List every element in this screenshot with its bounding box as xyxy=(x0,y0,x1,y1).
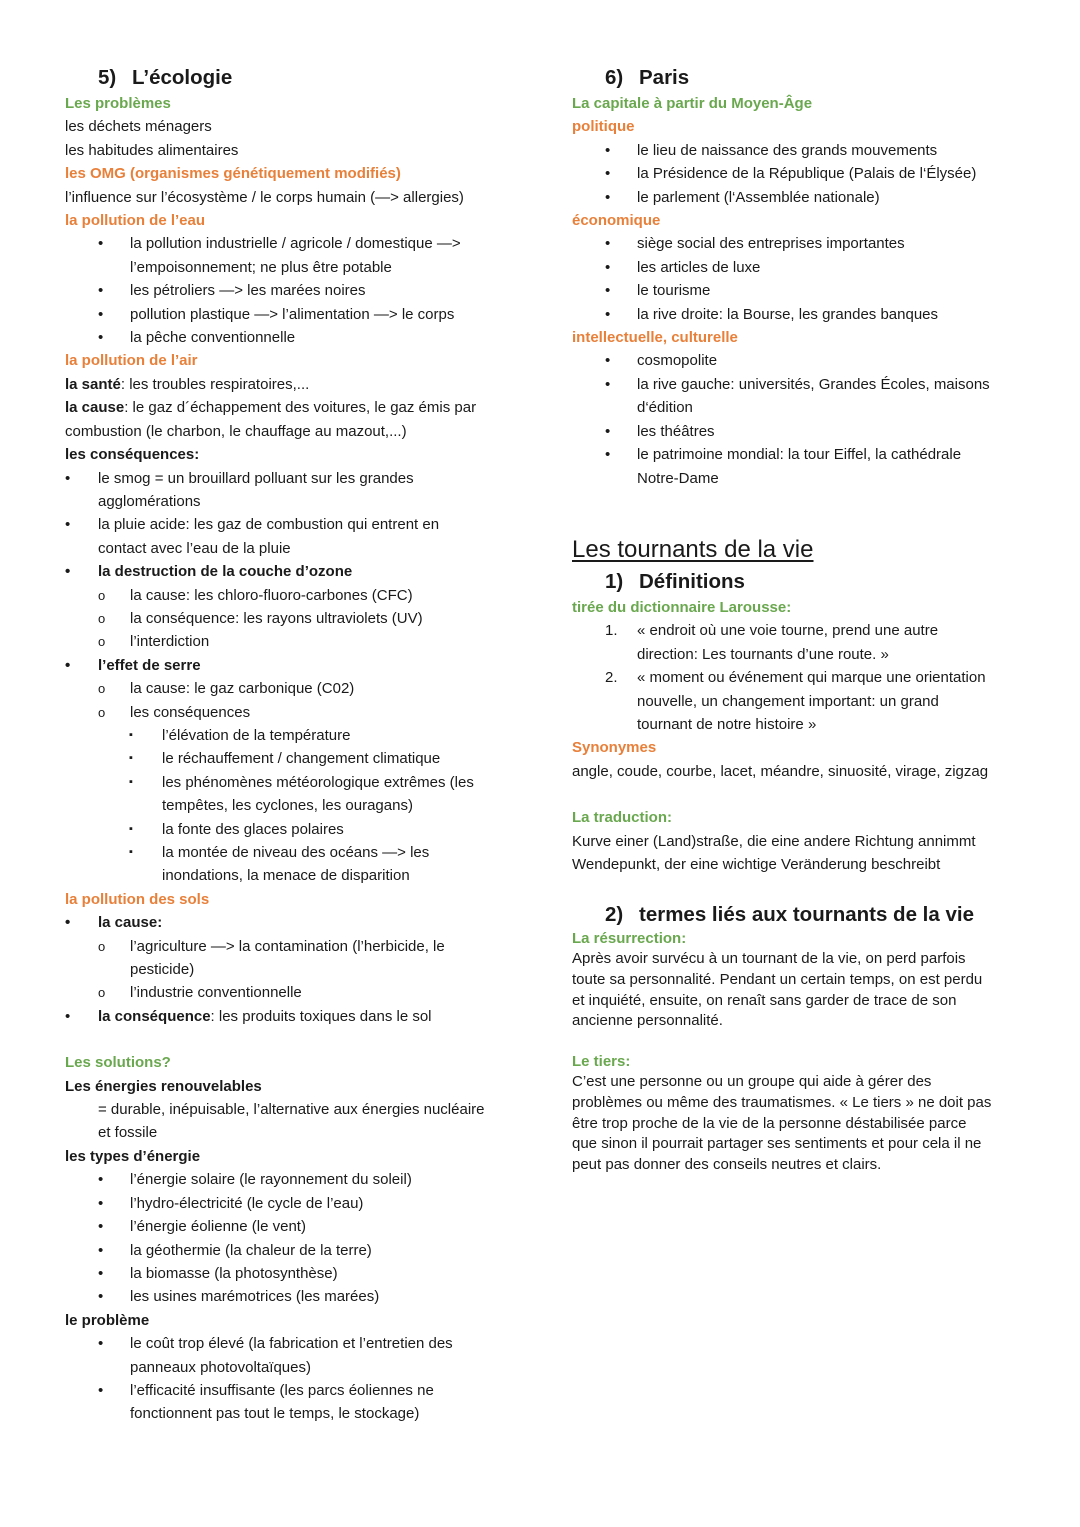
traduction-line: Kurve einer (Land)straße, die eine andere Richtung annimmt xyxy=(572,832,976,850)
list-item: • le tourisme xyxy=(572,279,1017,302)
traduction-label: La traduction: xyxy=(572,809,672,827)
bullet-icon: • xyxy=(98,1241,104,1259)
air-label: la pollution de l’air xyxy=(65,352,198,370)
cause-line-2: combustion (le charbon, le chauffage au mazout,...) xyxy=(65,422,407,440)
solutions-label: Les solutions? xyxy=(65,1054,171,1072)
bullet-icon: • xyxy=(98,329,104,347)
list-item: • les théâtres xyxy=(572,420,1017,443)
intellectuelle-label: intellectuelle, culturelle xyxy=(572,329,738,347)
larousse-label: tirée du dictionnaire Larousse: xyxy=(572,598,792,616)
sols-label: la pollution des sols xyxy=(65,890,210,908)
list-item: • cosmopolite xyxy=(572,349,1017,372)
cause-line: la cause: le gaz d´échappement des voitures, le gaz émis par xyxy=(65,399,477,417)
bullet-icon: • xyxy=(98,1194,104,1212)
list-item: • le lieu de naissance des grands mouvements xyxy=(572,139,1017,162)
section-paris-title: 6) Paris xyxy=(605,66,690,89)
list-item: • l’énergie éolienne (le vent) xyxy=(65,1215,515,1238)
list-item: • la géothermie (la chaleur de la terre) xyxy=(65,1239,515,1262)
renew-definition: = durable, inépuisable, l’alternative aux énergies nucléaire et fossile xyxy=(98,1101,485,1142)
list-item: • la rive droite: la Bourse, les grandes banques xyxy=(572,303,1017,326)
list-item: ▪ la fonte des glaces polaires xyxy=(65,818,515,841)
bullet-icon: • xyxy=(98,1335,104,1353)
left-column xyxy=(65,64,515,1426)
list-item: • la destruction de la couche d’ozone xyxy=(65,560,515,583)
termes-title: 2) termes liés aux tournants de la vie xyxy=(605,903,974,927)
square-bullet-icon: ▪ xyxy=(129,752,133,765)
list-item: ▪ l’élévation de la température xyxy=(65,724,515,747)
list-item: • la pollution industrielle / agricole / domestique —> l’empoisonnement; ne plus être potable xyxy=(65,232,515,279)
list-item: • la biomasse (la photosynthèse) xyxy=(65,1262,515,1285)
consequences-label: les conséquences: xyxy=(65,446,200,464)
capital-label: La capitale à partir du Moyen-Âge xyxy=(572,95,813,112)
list-item: o les conséquences xyxy=(65,701,515,724)
list-item: • l’effet de serre xyxy=(65,654,515,677)
list-item: o l’interdiction xyxy=(65,630,515,653)
bullet-icon: • xyxy=(605,258,611,276)
bullet-icon: • xyxy=(605,352,611,370)
water-list xyxy=(65,232,515,349)
types-label: les types d’énergie xyxy=(65,1147,201,1165)
tournants-title: Les tournants de la vie xyxy=(572,535,814,563)
bullet-icon: • xyxy=(605,375,611,393)
water-label: la pollution de l’eau xyxy=(65,212,206,230)
right-column xyxy=(572,64,1017,1176)
renew-label: Les énergies renouvelables xyxy=(65,1077,262,1095)
tiers-label: Le tiers: xyxy=(572,1053,631,1071)
circle-bullet-icon: o xyxy=(98,681,106,697)
list-item: 1. « endroit où une voie tourne, prend une autre direction: Les tournants d’une route. » xyxy=(605,622,939,663)
list-item: 2. « moment ou événement qui marque une orientation nouvelle, un changement important: un grand tournant de notre histoire » xyxy=(605,669,986,733)
list-item: ▪ le réchauffement / changement climatique xyxy=(65,747,515,770)
list-item: • la cause: xyxy=(65,911,515,934)
bullet-icon: • xyxy=(65,656,71,674)
problem-label: le problème xyxy=(65,1311,150,1329)
list-item: • les articles de luxe xyxy=(572,256,1017,279)
circle-bullet-icon: o xyxy=(98,634,106,650)
bullet-icon: • xyxy=(605,235,611,253)
list-item: ▪ la montée de niveau des océans —> les inondations, la menace de disparition xyxy=(65,841,515,888)
list-item: • siège social des entreprises importantes xyxy=(572,232,1017,255)
list-item: o l’agriculture —> la contamination (l’herbicide, le pesticide) xyxy=(65,935,515,982)
synonymes-label: Synonymes xyxy=(572,739,657,757)
traduction-line: Wendepunkt, der eine wichtige Veränderung beschreibt xyxy=(572,855,941,873)
list-item: ▪ les phénomènes météorologique extrêmes (les tempêtes, les cyclones, les ouragans) xyxy=(65,771,515,818)
resurrection-text: Après avoir survécu à un tournant de la vie, on perd parfois toute sa personnalité. Pendant un certain temps, on est perdu et inquiété, ensuite, on renaît sans garder de trace de son ancienne personnalité. xyxy=(572,950,983,1030)
intellectuelle-list xyxy=(572,349,1017,489)
list-item: • la Présidence de la République (Palais de l‘Élysée) xyxy=(572,162,1017,185)
list-item: o l’industrie conventionnelle xyxy=(65,981,515,1004)
economique-label: économique xyxy=(572,212,661,230)
list-item: • pollution plastique —> l’alimentation —> le corps xyxy=(65,303,515,326)
square-bullet-icon: ▪ xyxy=(129,822,133,835)
list-item: • la pêche conventionnelle xyxy=(65,326,515,349)
air-consequences-list xyxy=(65,467,515,584)
list-item: • la conséquence: les produits toxiques dans le sol xyxy=(65,1005,515,1028)
list-item: • le patrimoine mondial: la tour Eiffel, la cathédrale Notre-Dame xyxy=(572,443,1017,490)
bullet-icon: • xyxy=(605,188,611,206)
types-list xyxy=(65,1168,515,1308)
bullet-icon: • xyxy=(65,914,71,932)
serre-list xyxy=(65,654,515,888)
list-item: • la pluie acide: les gaz de combustion qui entrent en contact avec l’eau de la pluie xyxy=(65,513,515,560)
list-item: • les usines marémotrices (les marées) xyxy=(65,1285,515,1308)
list-item: • l’énergie solaire (le rayonnement du soleil) xyxy=(65,1168,515,1191)
bullet-icon: • xyxy=(605,282,611,300)
omg-text: l’influence sur l’écosystème / le corps humain (—> allergies) xyxy=(65,188,464,206)
politique-list xyxy=(572,139,1017,209)
bullet-icon: • xyxy=(98,305,104,323)
synonymes-text: angle, coude, courbe, lacet, méandre, sinuosité, virage, zigzag xyxy=(572,762,989,780)
sols-list xyxy=(65,911,515,1028)
bullet-icon: • xyxy=(605,141,611,159)
circle-bullet-icon: o xyxy=(98,985,106,1001)
problem-line: les habitudes alimentaires xyxy=(65,141,239,159)
ozone-list xyxy=(65,584,515,654)
list-item: • l’efficacité insuffisante (les parcs éoliennes ne fonctionnent pas tout le temps, le stockage) xyxy=(65,1379,515,1426)
problems-label: Les problèmes xyxy=(65,95,171,112)
definitions-title: 1) Définitions xyxy=(605,569,745,593)
problem-line: les déchets ménagers xyxy=(65,118,212,136)
bullet-icon: • xyxy=(98,235,104,253)
list-item: o la cause: les chloro-fluoro-carbones (CFC) xyxy=(65,584,515,607)
list-item: • la rive gauche: universités, Grandes Écoles, maisons d‘édition xyxy=(572,373,1017,420)
bullet-icon: • xyxy=(98,1264,104,1282)
section-ecologie-title: 5) L’écologie xyxy=(98,66,233,89)
definitions-list xyxy=(572,619,1017,736)
economique-list xyxy=(572,232,1017,326)
bullet-icon: • xyxy=(98,1288,104,1306)
bullet-icon: • xyxy=(98,1381,104,1399)
bullet-icon: • xyxy=(65,516,71,534)
circle-bullet-icon: o xyxy=(98,587,106,603)
circle-bullet-icon: o xyxy=(98,938,106,954)
politique-label: politique xyxy=(572,118,635,136)
square-bullet-icon: ▪ xyxy=(129,775,133,788)
bullet-icon: • xyxy=(98,282,104,300)
list-item: • le smog = un brouillard polluant sur les grandes agglomérations xyxy=(65,467,515,514)
omg-label: les OMG (organismes génétiquement modifiés) xyxy=(65,165,401,183)
square-bullet-icon: ▪ xyxy=(129,846,133,858)
list-item: • les pétroliers —> les marées noires xyxy=(65,279,515,302)
bullet-icon: • xyxy=(98,1218,104,1236)
tiers-text: C’est une personne ou un groupe qui aide à gérer des problèmes ou même des traumatismes. « Le tiers » ne doit pas être trop proche de la vie de la personne déstabilisée parce que sinon il pourrait partager ses sentiments et pour cela il ne peut pas donner des conseils neutres et clairs. xyxy=(572,1073,992,1173)
bullet-icon: • xyxy=(605,446,611,464)
bullet-icon: • xyxy=(605,305,611,323)
list-item: • le coût trop élevé (la fabrication et l’entretien des panneaux photovoltaïques) xyxy=(65,1332,515,1379)
bullet-icon: • xyxy=(65,469,71,487)
sante-line: la santé: les troubles respiratoires,... xyxy=(65,375,310,393)
bullet-icon: • xyxy=(98,1171,104,1189)
bullet-icon: • xyxy=(65,563,71,581)
bullet-icon: • xyxy=(605,165,611,183)
circle-bullet-icon: o xyxy=(98,704,106,720)
circle-bullet-icon: o xyxy=(98,610,106,626)
problem-list xyxy=(65,1332,515,1426)
list-item: o la cause: le gaz carbonique (C02) xyxy=(65,677,515,700)
list-item: • le parlement (l‘Assemblée nationale) xyxy=(572,186,1017,209)
square-bullet-icon: ▪ xyxy=(129,728,133,741)
list-item: • l’hydro-électricité (le cycle de l’eau) xyxy=(65,1192,515,1215)
list-item: o la conséquence: les rayons ultraviolets (UV) xyxy=(65,607,515,630)
bullet-icon: • xyxy=(65,1007,71,1025)
bullet-icon: • xyxy=(605,422,611,440)
resurrection-label: La résurrection: xyxy=(572,930,687,948)
